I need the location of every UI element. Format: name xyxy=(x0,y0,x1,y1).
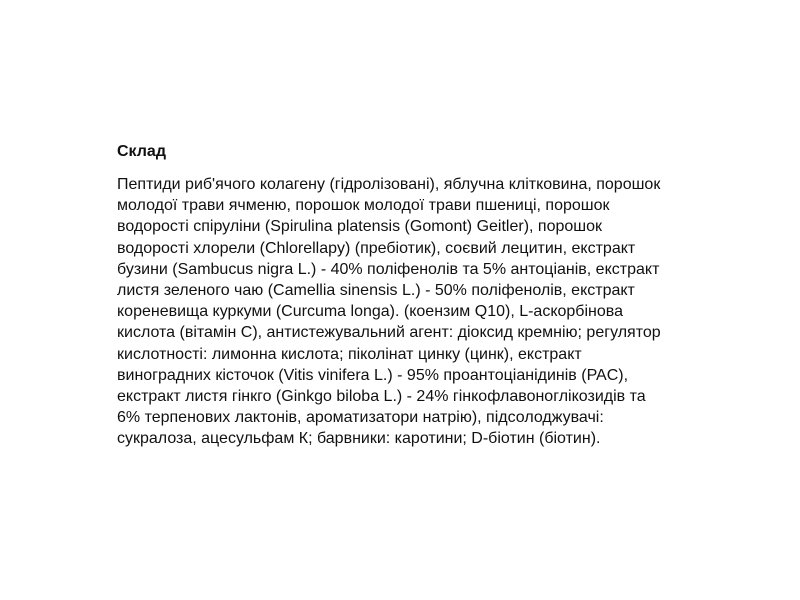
ingredients-line: сукралоза, ацесульфам К; барвники: каротини; D-біотин (біотин). xyxy=(117,430,601,448)
ingredients-line: водорості спіруліни (Spirulina platensis (Gomont) Geitler), порошок xyxy=(117,218,602,236)
ingredients-line: кореневища куркуми (Curcuma longa). (коензим Q10), L-аскорбінова xyxy=(117,303,623,321)
ingredients-paragraph xyxy=(117,174,717,450)
ingredients-line: кислота (вітамін С), антистежувальний агент: діоксид кремнію; регулятор xyxy=(117,324,661,342)
ingredients-line: екстракт листя гінкго (Ginkgo biloba L.) - 24% гінкофлавоноглікозидів та xyxy=(117,388,646,406)
composition-section xyxy=(117,142,717,450)
ingredients-line: 6% терпенових лактонів, ароматизатори натрію), підсолоджувачі: xyxy=(117,409,604,427)
section-heading: Склад xyxy=(117,143,166,160)
ingredients-line: Пептиди риб'ячого колагену (гідролізовані), яблучна клітковина, порошок xyxy=(117,176,661,193)
ingredients-line: молодої трави ячменю, порошок молодої трави пшениці, порошок xyxy=(117,197,610,215)
ingredients-line: виноградних кісточок (Vitis vinifera L.) - 95% проантоціанідинів (PAC), xyxy=(117,366,629,384)
ingredients-line: листя зеленого чаю (Camellia sinensis L.) - 50% поліфенолів, екстракт xyxy=(117,282,635,300)
ingredients-line: кислотності: лимонна кислота; піколінат цинку (цинк), екстракт xyxy=(117,345,582,363)
ingredients-line: водорості хлорели (Chlorellapy) (пребіотик), соєвий лецитин, екстракт xyxy=(117,239,636,257)
ingredients-line: бузини (Sambucus nigra L.) - 40% поліфенолів та 5% антоціанів, екстракт xyxy=(117,260,660,278)
